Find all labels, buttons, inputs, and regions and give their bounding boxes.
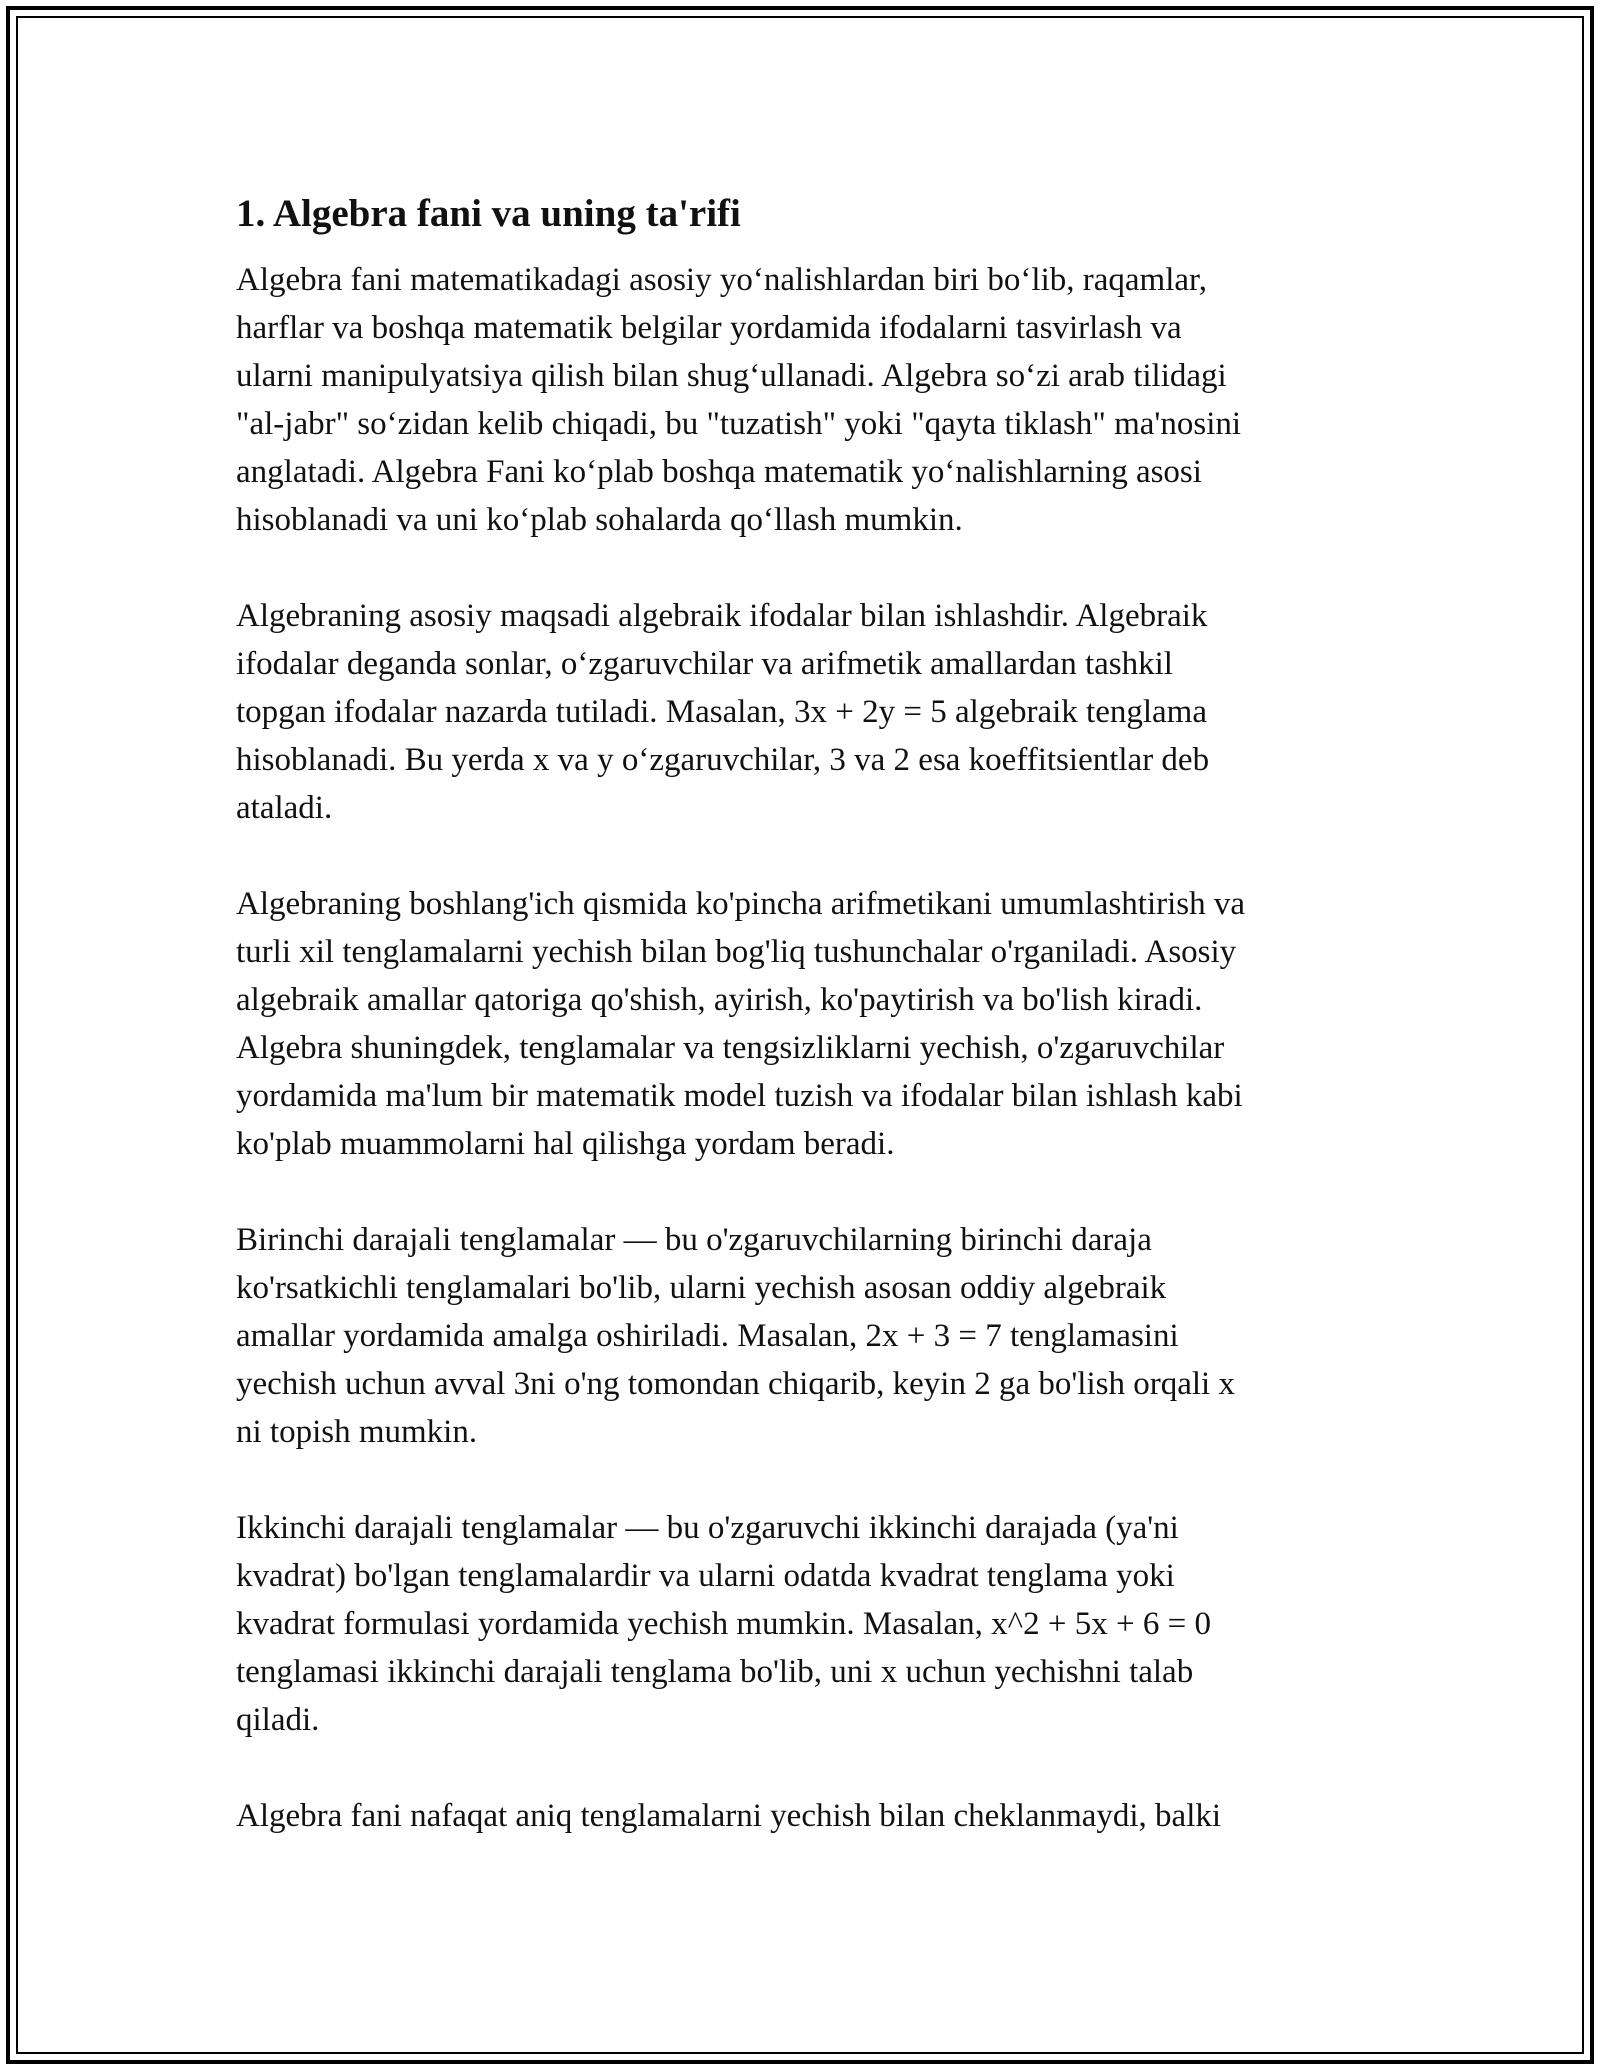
text-line: algebraik amallar qatoriga qo'shish, ayirish, ko'paytirish va bo'lish kiradi. (236, 982, 1203, 1018)
text-line: ko'rsatkichli tenglamalari bo'lib, ularni yechish asosan oddiy algebraik (236, 1270, 1167, 1306)
text-line: yordamida ma'lum bir matematik model tuzish va ifodalar bilan ishlash kabi (236, 1078, 1243, 1114)
text-line: Algebraning asosiy maqsadi algebraik ifodalar bilan ishlashdir. Algebraik (236, 598, 1208, 634)
text-line: ni topish mumkin. (236, 1414, 478, 1450)
text-line: qiladi. (236, 1702, 320, 1738)
text-line: ko'plab muammolarni hal qilishga yordam beradi. (236, 1126, 895, 1162)
paragraph-4 (236, 1216, 1366, 1456)
text-line: Algebra fani matematikadagi asosiy yo‘nalishlardan biri bo‘lib, raqamlar, (236, 262, 1207, 298)
text-line: "al-jabr" so‘zidan kelib chiqadi, bu "tuzatish" yoki "qayta tiklash" ma'nosini (236, 406, 1242, 442)
text-line: ularni manipulyatsiya qilish bilan shug‘ullanadi. Algebra so‘zi arab tilidagi (236, 358, 1227, 394)
text-line: yechish uchun avval 3ni o'ng tomondan chiqarib, keyin 2 ga bo'lish orqali x (236, 1366, 1235, 1402)
text-line: Birinchi darajali tenglamalar — bu o'zgaruvchilarning birinchi daraja (236, 1222, 1152, 1258)
text-line: hisoblanadi va uni ko‘plab sohalarda qo‘llash mumkin. (236, 502, 963, 538)
text-line: hisoblanadi. Bu yerda x va y o‘zgaruvchilar, 3 va 2 esa koeffitsientlar deb (236, 742, 1210, 778)
paragraph-3 (236, 880, 1366, 1168)
paragraph-5 (236, 1504, 1366, 1744)
text-line: Algebra fani nafaqat aniq tenglamalarni yechish bilan cheklanmaydi, balki (236, 1798, 1222, 1834)
text-line: ataladi. (236, 790, 333, 826)
text-line: amallar yordamida amalga oshiriladi. Masalan, 2x + 3 = 7 tenglamasini (236, 1318, 1179, 1354)
text-line: kvadrat formulasi yordamida yechish mumkin. Masalan, x^2 + 5x + 6 = 0 (236, 1606, 1211, 1642)
text-line: tenglamasi ikkinchi darajali tenglama bo'lib, uni x uchun yechishni talab (236, 1654, 1194, 1690)
text-line: anglatadi. Algebra Fani ko‘plab boshqa matematik yo‘nalishlarning asosi (236, 454, 1202, 490)
document-body (236, 186, 1366, 1888)
text-line: turli xil tenglamalarni yechish bilan bog'liq tushunchalar o'rganiladi. Asosiy (236, 934, 1237, 970)
paragraph-6 (236, 1792, 1366, 1840)
text-line: topgan ifodalar nazarda tutiladi. Masalan, 3x + 2y = 5 algebraik tenglama (236, 694, 1207, 730)
text-line: Algebra shuningdek, tenglamalar va tengsizliklarni yechish, o'zgaruvchilar (236, 1030, 1225, 1066)
text-line: Algebraning boshlang'ich qismida ko'pincha arifmetikani umumlashtirish va (236, 886, 1246, 922)
paragraph-2 (236, 592, 1366, 832)
text-line: harflar va boshqa matematik belgilar yordamida ifodalarni tasvirlash va (236, 310, 1182, 346)
text-line: ifodalar deganda sonlar, o‘zgaruvchilar va arifmetik amallardan tashkil (236, 646, 1173, 682)
text-line: Ikkinchi darajali tenglamalar — bu o'zgaruvchi ikkinchi darajada (ya'ni (236, 1510, 1179, 1546)
section-heading: 1. Algebra fani va uning ta'rifi (236, 192, 741, 235)
text-line: kvadrat) bo'lgan tenglamalardir va ularni odatda kvadrat tenglama yoki (236, 1558, 1175, 1594)
paragraph-1 (236, 256, 1366, 544)
